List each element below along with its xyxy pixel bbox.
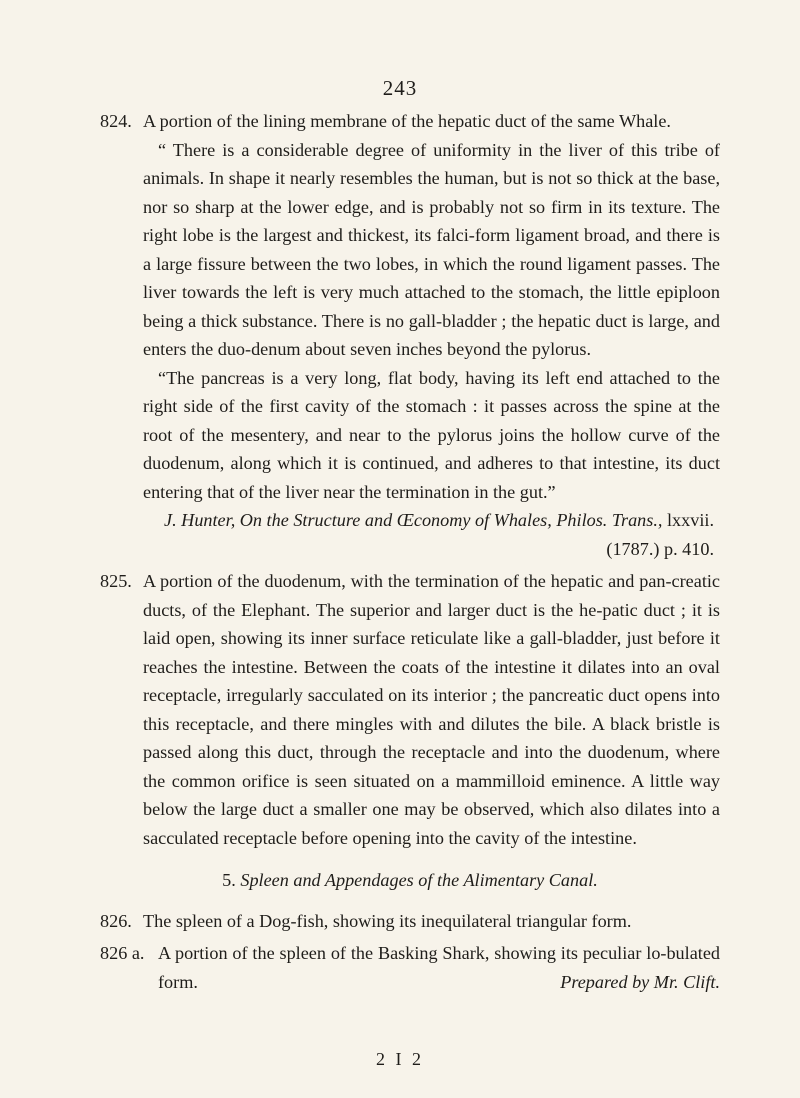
citation [143, 506, 720, 563]
entry-825 [100, 567, 720, 852]
entry-number: 826 a. [100, 943, 145, 963]
entry-intro: A portion of the lining membrane of the hepatic duct of the same Whale. [143, 111, 671, 131]
entry-number: 824. [100, 111, 132, 131]
entry-text: The spleen of a Dog-fish, showing its inequilateral triangular form. [143, 910, 632, 931]
entry-826 [100, 907, 720, 936]
entry-826a [100, 939, 720, 996]
entry-number: 826. [100, 910, 132, 931]
page-number: 243 [382, 76, 418, 100]
prepared-by: Prepared by Mr. Clift. [560, 971, 720, 992]
printer-signature: 2 I 2 [376, 1049, 424, 1069]
entry-824 [100, 107, 720, 563]
entry-text [158, 939, 720, 996]
citation-title: J. Hunter, On the Structure and Œconomy of Whales, Philos. Trans., [164, 510, 663, 530]
entry-number: 825. [100, 571, 132, 591]
quote-liver: “ There is a considerable degree of uniformity in the liver of this tribe of animals. In shape it nearly resembles the human, but is not so thick at the base, nor so sharp at the lower edge, and is probably not so firm in its texture. The right lobe is the largest and thickest, its falci-form ligament broad, and there is a large fissure between the two lobes, in which the round ligament passes. The liver towards the left is very much attached to the stomach, the little epiploon being a thick substance. There is no gall-bladder ; the hepatic duct is large, and enters the duo-denum about seven inches beyond the pylorus. [143, 139, 720, 359]
quote-pancreas: “The pancreas is a very long, flat body, having its left end attached to the right side of the first cavity of the stomach : it passes across the spine at the root of the mesentery, and near to the pylorus joins the hollow curve of the duodenum, along which it is continued, and adheres to that intestine, its duct entering that of the liver near the termination in the gut.” [143, 367, 720, 502]
entry-text-main: A portion of the spleen of the Basking Shark, showing its peculiar lo-bulated form. [158, 943, 720, 992]
section-heading [100, 866, 720, 895]
citation-volume: lxxvii. (1787.) p. 410. [606, 510, 714, 559]
section-number: 5. [222, 870, 236, 890]
entry-text: A portion of the duodenum, with the termination of the hepatic and pan-creatic ducts, of the Elephant. The superior and larger duct is the he-patic duct ; it is laid open, showing its inner surface reticulate like a gall-bladder, just before it reaches the intestine. Between the coats of the intestine it dilates into an oval receptacle, irregularly sacculated on its interior ; the pancreatic duct opens into this receptacle, and there mingles with and dilutes the bile. A black bristle is passed along this duct, through the receptacle and into the duodenum, where the common orifice is seen situated on a mammilloid eminence. A little way below the large duct a smaller one may be observed, which also dilates into a sacculated receptacle before opening into the cavity of the intestine. [143, 571, 720, 848]
section-title: Spleen and Appendages of the Alimentary Canal. [240, 870, 598, 890]
text-body [100, 107, 720, 996]
